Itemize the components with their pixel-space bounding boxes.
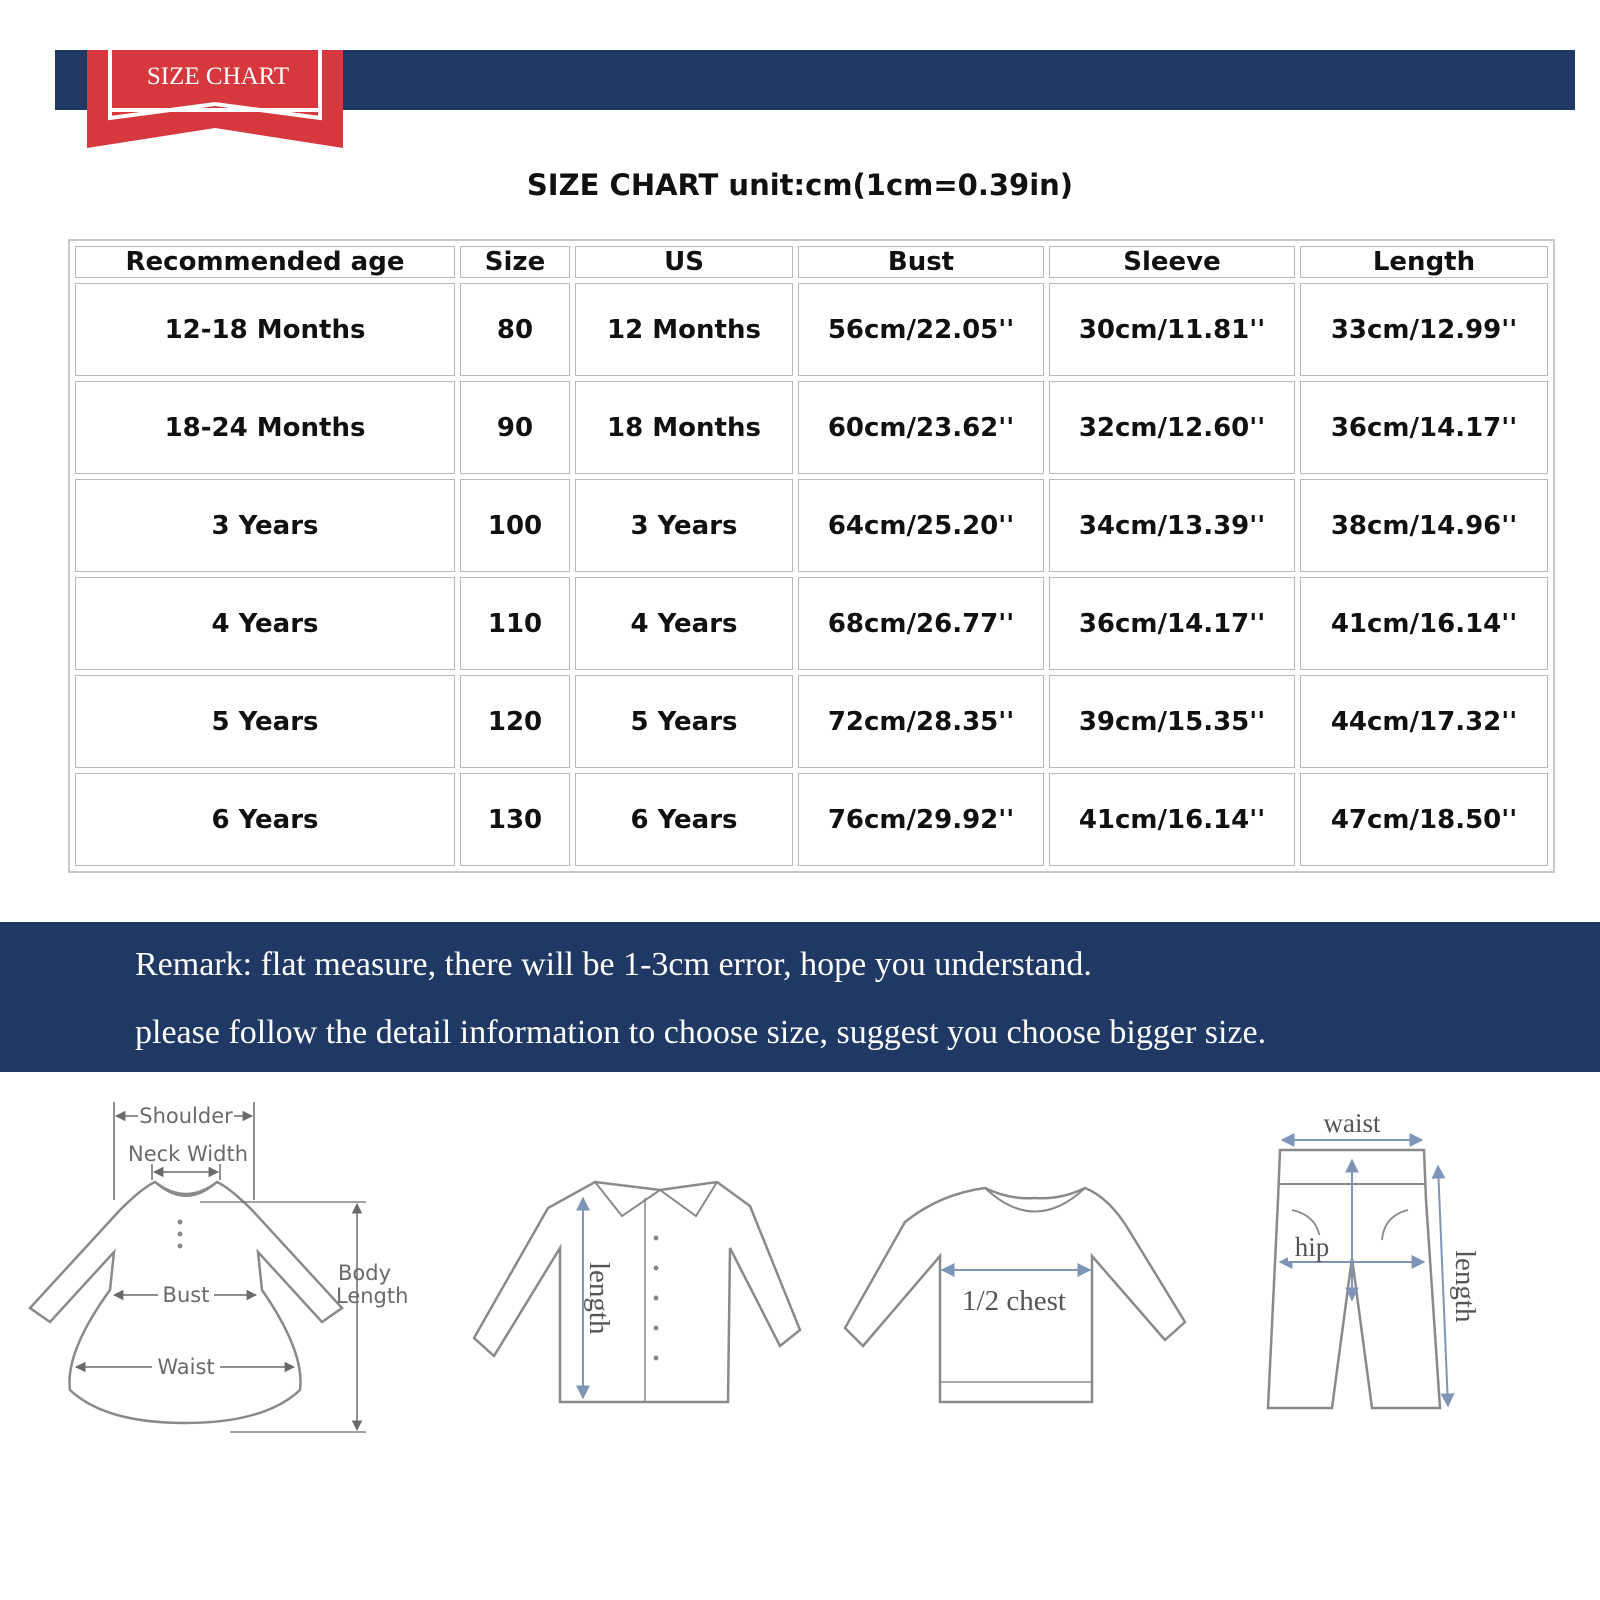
column-header-bust: Bust xyxy=(798,246,1044,278)
button-dot xyxy=(654,1236,659,1241)
button-dot xyxy=(654,1326,659,1331)
table-cell: 5 Years xyxy=(75,675,455,768)
dress-label-neck-width: Neck Width xyxy=(127,1142,249,1166)
dress-label-waist: Waist xyxy=(157,1355,215,1379)
sweater-label-chest: 1/2 chest xyxy=(962,1285,1066,1317)
table-cell: 64cm/25.20'' xyxy=(798,479,1044,572)
size-table xyxy=(68,239,1555,873)
pants-label-waist: waist xyxy=(1323,1108,1381,1138)
dress-label-bust: Bust xyxy=(162,1283,210,1307)
table-cell: 100 xyxy=(460,479,570,572)
remark-text-line-2: please follow the detail information to choose size, suggest you choose bigger size. xyxy=(135,1014,1267,1051)
button-dot xyxy=(654,1296,659,1301)
column-header-length: Length xyxy=(1300,246,1548,278)
button-dot xyxy=(178,1244,183,1249)
pants-label-hip: hip xyxy=(1294,1232,1330,1262)
button-dot xyxy=(178,1232,183,1237)
column-header-sleeve: Sleeve xyxy=(1049,246,1295,278)
sweater-diagram xyxy=(845,1188,1185,1402)
table-row xyxy=(75,577,1548,670)
pants-outline xyxy=(1268,1150,1440,1408)
button-dot xyxy=(654,1356,659,1361)
table-cell: 5 Years xyxy=(575,675,793,768)
table-row xyxy=(75,675,1548,768)
table-cell: 4 Years xyxy=(575,577,793,670)
table-cell: 38cm/14.96'' xyxy=(1300,479,1548,572)
table-cell: 4 Years xyxy=(75,577,455,670)
table-cell: 47cm/18.50'' xyxy=(1300,773,1548,866)
table-cell: 68cm/26.77'' xyxy=(798,577,1044,670)
table-cell: 3 Years xyxy=(575,479,793,572)
pants-label-length: length xyxy=(1449,1250,1481,1323)
shirt-label-length: length xyxy=(583,1262,615,1335)
table-cell: 120 xyxy=(460,675,570,768)
dress-label-shoulder: Shoulder xyxy=(139,1104,233,1128)
table-cell: 60cm/23.62'' xyxy=(798,381,1044,474)
table-row xyxy=(75,381,1548,474)
dress-label-length: Length xyxy=(336,1284,409,1308)
measurement-diagrams xyxy=(0,1090,1600,1470)
table-cell: 130 xyxy=(460,773,570,866)
table-cell: 6 Years xyxy=(575,773,793,866)
table-cell: 39cm/15.35'' xyxy=(1049,675,1295,768)
dress-diagram xyxy=(30,1100,408,1432)
table-cell: 34cm/13.39'' xyxy=(1049,479,1295,572)
table-cell: 3 Years xyxy=(75,479,455,572)
button-dot xyxy=(654,1266,659,1271)
button-dot xyxy=(178,1220,183,1225)
remark-text-line-1: Remark: flat measure, there will be 1-3cm error, hope you understand. xyxy=(135,946,1092,983)
pants-diagram xyxy=(1268,1108,1481,1408)
dress-label-body: Body xyxy=(338,1261,392,1285)
table-row xyxy=(75,479,1548,572)
table-cell: 41cm/16.14'' xyxy=(1300,577,1548,670)
table-cell: 18 Months xyxy=(575,381,793,474)
table-cell: 44cm/17.32'' xyxy=(1300,675,1548,768)
table-cell: 56cm/22.05'' xyxy=(798,283,1044,376)
table-cell: 90 xyxy=(460,381,570,474)
shirt-diagram xyxy=(474,1182,800,1402)
pants-length-arrow xyxy=(1438,1166,1448,1406)
column-header-size: Size xyxy=(460,246,570,278)
table-row xyxy=(75,773,1548,866)
table-cell: 72cm/28.35'' xyxy=(798,675,1044,768)
table-cell: 33cm/12.99'' xyxy=(1300,283,1548,376)
table-row xyxy=(75,283,1548,376)
ribbon-label: SIZE CHART xyxy=(146,63,290,90)
table-header-row xyxy=(75,246,1548,278)
table-cell: 32cm/12.60'' xyxy=(1049,381,1295,474)
table-cell: 110 xyxy=(460,577,570,670)
table-cell: 80 xyxy=(460,283,570,376)
table-cell: 6 Years xyxy=(75,773,455,866)
shirt-outline xyxy=(474,1182,800,1402)
table-cell: 36cm/14.17'' xyxy=(1049,577,1295,670)
table-cell: 76cm/29.92'' xyxy=(798,773,1044,866)
table-cell: 41cm/16.14'' xyxy=(1049,773,1295,866)
column-header-recommended-age: Recommended age xyxy=(75,246,455,278)
table-cell: 12 Months xyxy=(575,283,793,376)
table-cell: 12-18 Months xyxy=(75,283,455,376)
page-title: SIZE CHART unit:cm(1cm=0.39in) xyxy=(526,168,1074,202)
table-cell: 30cm/11.81'' xyxy=(1049,283,1295,376)
table-cell: 18-24 Months xyxy=(75,381,455,474)
table-cell: 36cm/14.17'' xyxy=(1300,381,1548,474)
shirt-collar xyxy=(595,1182,717,1216)
column-header-us: US xyxy=(575,246,793,278)
